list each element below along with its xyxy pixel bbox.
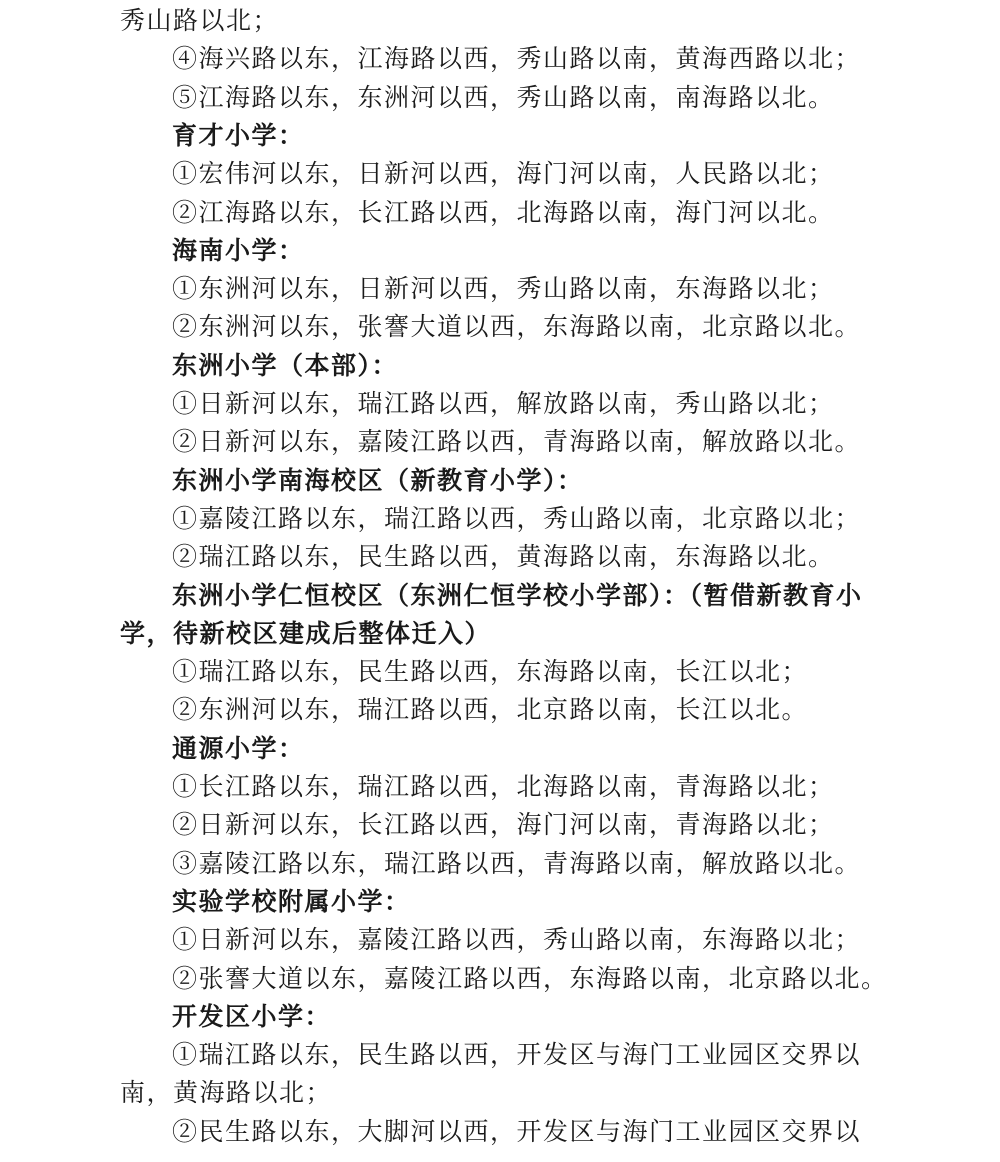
text-line: ②日新河以东，长江路以西，海门河以南，青海路以北； xyxy=(172,810,835,840)
section-heading: 东洲小学（本部）： xyxy=(172,350,399,380)
section-heading: 学，待新校区建成后整体迁入） xyxy=(120,618,492,648)
text-line: ①宏伟河以东，日新河以西，海门河以南，人民路以北； xyxy=(172,159,835,189)
text-line: ②民生路以东，大脚河以西，开发区与海门工业园区交界以 xyxy=(172,1116,862,1146)
text-line: ②东洲河以东，张謇大道以西，东海路以南，北京路以北。 xyxy=(172,312,862,342)
section-heading: 开发区小学： xyxy=(172,1001,332,1031)
section-heading: 海南小学： xyxy=(172,235,305,265)
text-line: ⑤江海路以东，东洲河以西，秀山路以南，南海路以北。 xyxy=(172,82,835,112)
text-line: ①瑞江路以东，民生路以西，东海路以南，长江以北； xyxy=(172,657,809,687)
section-heading: 东洲小学仁恒校区（东洲仁恒学校小学部）：（暂借新教育小 xyxy=(172,580,863,610)
text-line: ②江海路以东，长江路以西，北海路以南，海门河以北。 xyxy=(172,197,835,227)
text-line: 南，黄海路以北； xyxy=(120,1078,333,1108)
text-line: ①嘉陵江路以东，瑞江路以西，秀山路以南，北京路以北； xyxy=(172,503,862,533)
text-line: ①东洲河以东，日新河以西，秀山路以南，东海路以北； xyxy=(172,274,835,304)
text-line: ①瑞江路以东，民生路以西，开发区与海门工业园区交界以 xyxy=(172,1040,862,1070)
section-heading: 育才小学： xyxy=(172,120,305,150)
text-line: ①日新河以东，瑞江路以西，解放路以南，秀山路以北； xyxy=(172,389,835,418)
text-line: ②瑞江路以东，民生路以西，黄海路以南，东海路以北。 xyxy=(172,542,835,572)
text-line: ③嘉陵江路以东，瑞江路以西，青海路以南，解放路以北。 xyxy=(172,848,862,878)
section-heading: 实验学校附属小学： xyxy=(172,886,411,916)
text-line: ②张謇大道以东，嘉陵江路以西，东海路以南，北京路以北。 xyxy=(172,963,888,993)
text-line: ②东洲河以东，瑞江路以西，北京路以南，长江以北。 xyxy=(172,695,809,725)
text-line: 秀山路以北； xyxy=(120,6,280,35)
text-line: ①长江路以东，瑞江路以西，北海路以南，青海路以北； xyxy=(172,772,835,801)
section-heading: 东洲小学南海校区（新教育小学）： xyxy=(172,465,584,495)
section-heading: 通源小学： xyxy=(172,733,305,763)
text-line: ①日新河以东，嘉陵江路以西，秀山路以南，东海路以北； xyxy=(172,925,862,955)
text-line: ④海兴路以东，江海路以西，秀山路以南，黄海西路以北； xyxy=(172,44,862,74)
text-line: ②日新河以东，嘉陵江路以西，青海路以南，解放路以北。 xyxy=(172,427,862,457)
